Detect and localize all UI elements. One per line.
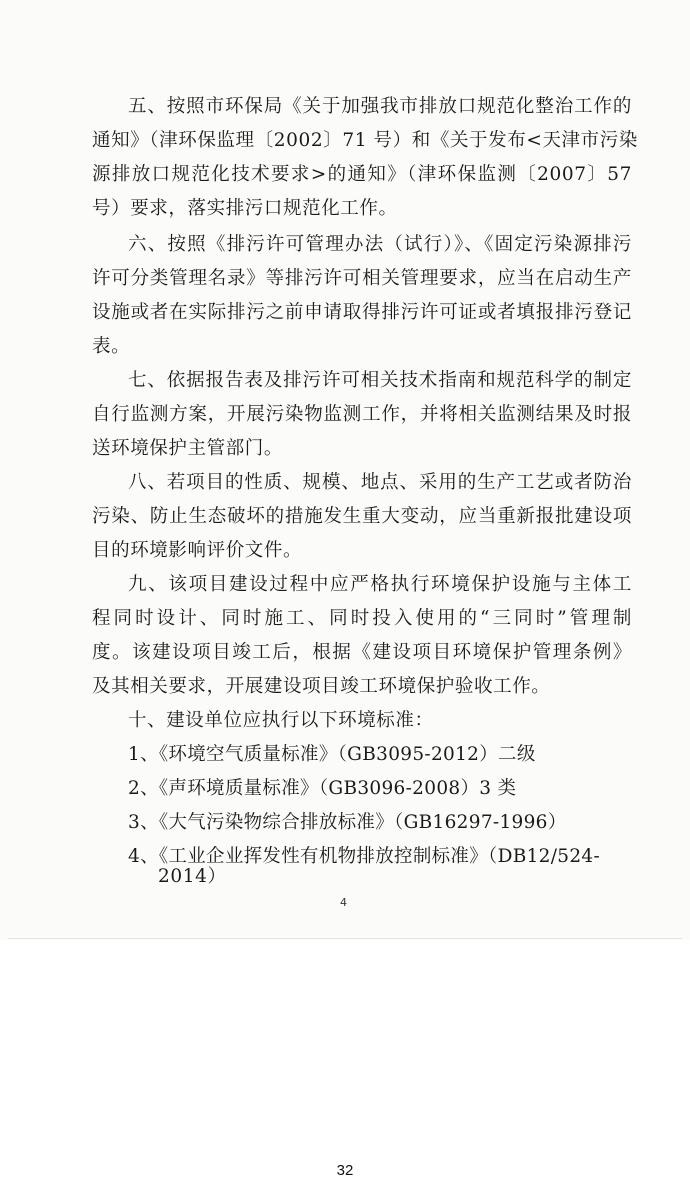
standard-item-4-continued: 2014）: [158, 866, 227, 887]
paragraph-5-line-4: 号）要求，落实排污口规范化工作。: [92, 198, 398, 219]
scan-bottom-edge: [8, 938, 682, 939]
paragraph-6-line-2: 许可分类管理名录》等排污许可相关管理要求，应当在启动生产: [92, 268, 632, 289]
paragraph-7-line-3: 送环境保护主管部门。: [92, 438, 284, 459]
paragraph-5-line-3: 源排放口规范化技术要求>的通知》（津环保监测〔2007〕57: [92, 164, 632, 185]
paragraph-9-line-2: 程同时设计、同时施工、同时投入使用的“三同时”管理制: [92, 608, 632, 629]
paragraph-9-line-1: 九、该项目建设过程中应严格执行环境保护设施与主体工: [128, 574, 632, 595]
standard-item-4: 4、《工业企业挥发性有机物排放控制标准》（DB12/524-: [128, 846, 601, 867]
paragraph-9-line-3: 度。该建设项目竣工后，根据《建设项目环境保护管理条例》: [92, 642, 632, 663]
paragraph-6-line-4: 表。: [92, 336, 131, 357]
paragraph-5-line-2: 通知》（津环保监理〔2002〕71 号）和《关于发布<天津市污染: [92, 130, 638, 151]
paragraph-8-line-2: 污染、防止生态破坏的措施发生重大变动，应当重新报批建设项: [92, 506, 632, 527]
paragraph-9-line-4: 及其相关要求，开展建设项目竣工环境保护验收工作。: [92, 676, 551, 697]
paragraph-5-line-1: 五、按照市环保局《关于加强我市排放口规范化整治工作的: [128, 96, 632, 117]
standard-item-3: 3、《大气污染物综合排放标准》（GB16297-1996）: [128, 812, 567, 833]
standard-item-1: 1、《环境空气质量标准》（GB3095-2012）二级: [128, 744, 536, 765]
paragraph-10-line-1: 十、建设单位应执行以下环境标准：: [128, 710, 434, 731]
outer-page-number: 32: [336, 1162, 354, 1179]
inner-page-number: 4: [340, 896, 347, 909]
paragraph-6-line-1: 六、按照《排污许可管理办法（试行）》、《固定污染源排污: [128, 234, 632, 255]
paragraph-8-line-3: 目的环境影响评价文件。: [92, 540, 303, 561]
paragraph-6-line-3: 设施或者在实际排污之前申请取得排污许可证或者填报排污登记: [92, 302, 632, 323]
standard-item-2: 2、《声环境质量标准》（GB3096-2008）3 类: [128, 778, 517, 799]
paragraph-7-line-2: 自行监测方案，开展污染物监测工作，并将相关监测结果及时报: [92, 404, 632, 425]
paragraph-7-line-1: 七、依据报告表及排污许可相关技术指南和规范科学的制定: [128, 370, 632, 391]
paragraph-8-line-1: 八、若项目的性质、规模、地点、采用的生产工艺或者防治: [128, 472, 632, 493]
